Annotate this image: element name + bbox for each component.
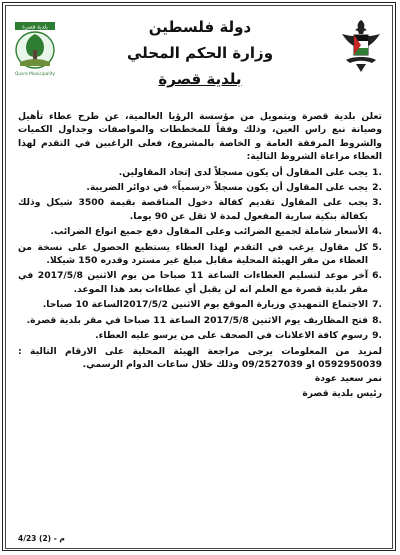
item-text: يجب على المقاول تقديم كفالة دخول المناقصة بقيمة 3500 شيكل وذلك بكفالة بنكية سارية المفعول لمدة لا تقل عن 90 يوما. [18, 197, 368, 222]
list-item [18, 298, 382, 311]
item-text: آخر موعد لتسليم العطاءات الساعة 11 صباحا من يوم الاثنين 2017/5/8 في مقر بلدية قصرة مع العلم انه لن يقبل أي عطاءات بعد هذا الموعد. [18, 270, 368, 295]
item-text: رسوم كافة الاعلانات في الصحف على من يرسو عليه العطاء. [95, 330, 368, 342]
item-text: كل مقاول يرغب في التقدم لهذا العطاء يستطيع الحصول على نسخة من العطاء من مقر الهيئة المحلية مقابل مبلغ غير مسترد وقدره 150 شيكلا. [18, 241, 368, 267]
item-number: .9 [372, 330, 382, 342]
item-text: فتح المظاريف يوم الاثنين 2017/5/8 الساعة 11 صباحا في مقر بلدية قصرة. [26, 314, 368, 326]
announcement-body [18, 110, 382, 400]
palestine-eagle-emblem-icon [338, 16, 384, 78]
state-title: دولة فلسطين [148, 18, 252, 36]
signature-name: نمر سعيد عودة [314, 373, 382, 385]
item-text: الأسعار شاملة لجميع الضرائب وعلى المقاول دفع جميع انواع الضرائب. [50, 226, 368, 238]
list-item [18, 166, 382, 179]
municipality-title: بلدية قصرة [158, 70, 242, 88]
item-number: .2 [372, 182, 382, 194]
item-number: .3 [372, 197, 382, 209]
item-number: .1 [372, 166, 382, 178]
intro-paragraph: تعلن بلدية قصرة وبتمويل من مؤسسة الرؤيا العالمية، عن طرح عطاء تأهيل وصيانة نبع راس العين، وذلك وفقاً للمخططات والمواصفات وجداول الكميات والشروط المرفقة العامة و الخاصة بالمشروع، فعلى الراغبين في التقدم لهذا العطاء مراعاة الشروط التالية: [18, 111, 382, 163]
municipality-logo [12, 20, 58, 80]
item-text: يجب على المقاول أن يكون مسجلاً «رسمياً» في دوائر الضريبة. [86, 182, 368, 194]
contact-info: لمزيد من المعلومات يرجى مراجعة الهيئة المحلية على الارقام التالية : 0592950039 او 09/2527039 وذلك خلال ساعات الدوام الرسمي. [18, 345, 382, 370]
item-number: .8 [372, 314, 382, 326]
conditions-list [18, 166, 382, 343]
list-item [18, 269, 382, 296]
logo-title: بلدية قصرة [22, 24, 48, 31]
list-item [18, 181, 382, 194]
list-item [18, 225, 382, 238]
item-number: .4 [372, 226, 382, 238]
list-item [18, 196, 382, 223]
item-number: .6 [372, 270, 382, 282]
document-code: م - (2) 4/23 [18, 534, 65, 543]
letterhead [0, 0, 400, 100]
item-text: الاجتماع التمهيدي وزيارة الموقع يوم الاثنين 2017/5/2الساعة 10 صباحا. [42, 299, 368, 311]
list-item [18, 241, 382, 268]
item-number: .7 [372, 299, 382, 311]
item-text: يجب على المقاول أن يكون مسجلاً لدى إتحاد المقاولين. [118, 166, 368, 178]
logo-subtitle: Qusra Municipality [15, 72, 55, 77]
item-number: .5 [372, 241, 382, 253]
list-item [18, 329, 382, 342]
list-item [18, 314, 382, 327]
signature-title: رئيس بلدية قصرة [302, 387, 382, 399]
ministry-title: وزارة الحكم المحلي [126, 44, 274, 62]
letterhead-titles [80, 14, 320, 92]
